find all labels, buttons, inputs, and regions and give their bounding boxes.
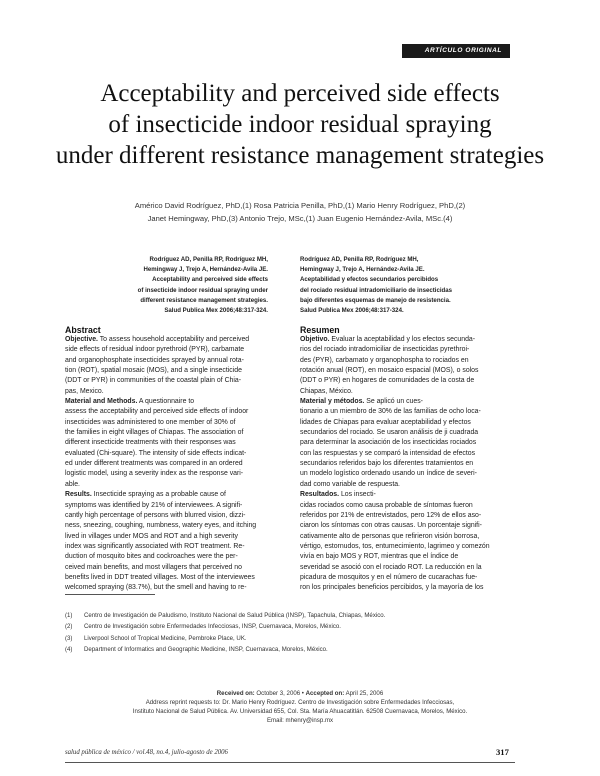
footnote-text: Centro de Investigación sobre Enfermedades Infecciosas, INSP, Cuernavaca, Morelos, México. (84, 623, 341, 631)
resumen-text: con las respuestas y se comparó la intensidad de efectos (300, 449, 476, 457)
abstract-text: symptoms was identified by 21% of interviewees. A signifi- (65, 501, 243, 509)
abstract-line (65, 583, 295, 593)
abstract-line (65, 490, 295, 500)
resumen-text: Chiapas, México. (300, 387, 353, 395)
received-line (90, 690, 510, 699)
abstract-text: ceived main benefits, and most villagers that perceived no (65, 563, 242, 571)
abstract-text: the families in eight villages of Chiapas. The association of (65, 429, 244, 437)
section-badge: ARTÍCULO ORIGINAL (402, 44, 510, 58)
resumen-line (300, 366, 530, 376)
footnote-item (65, 644, 535, 655)
abstract-line (65, 428, 295, 438)
footnote-item (65, 633, 535, 644)
citation-line: Rodríguez AD, Penilla RP, Rodríguez MH, (149, 256, 268, 263)
citation-spanish (300, 255, 528, 316)
resumen-line (300, 438, 530, 448)
abstract-heading: Abstract (65, 325, 101, 335)
abstract-line (65, 552, 295, 562)
resumen-text: vértigo, estornudos, tos, entumecimiento, lagrimeo y comezón (300, 542, 490, 550)
abstract-text: duction of mosquito bites and cockroaches were the per- (65, 553, 238, 561)
abstract-line (65, 480, 295, 490)
resumen-text: cativamente alto de personas que refirieron visión borrosa, (300, 532, 480, 540)
resumen-line (300, 387, 530, 397)
resumen-text: (DDT o PYR) en hogares de comunidades de la costa de (300, 377, 475, 385)
abstract-line (65, 397, 295, 407)
resumen-text: picadura de mosquitos y en el número de cucarachas fue- (300, 573, 478, 581)
abstract-line (65, 501, 295, 511)
citation-line: bajo diferentes esquemas de manejo de resistencia. (300, 296, 451, 304)
citation-line: del rociado residual intradomiciliario de insecticidas (300, 286, 453, 294)
resumen-text: rotación anual (ROT), en mosaico espacial (MOS), o solos (300, 367, 479, 375)
resumen-text: tionario a un miembro de 30% de las familias de ocho loca- (300, 408, 481, 416)
resumen-text: Los insecti- (339, 491, 376, 499)
resumen-text: severidad se asoció con el rociado ROT. La reducción en la (300, 563, 482, 571)
footnote-item (65, 621, 535, 632)
resumen-text: Se aplicó un cues- (364, 398, 423, 406)
footnote-divider (65, 594, 155, 595)
abstract-line (65, 376, 295, 386)
resumen-line (300, 532, 530, 542)
abstract-text: different insecticide treatments with their responses was (65, 439, 236, 447)
footnote-number: (2) (65, 623, 73, 631)
resumen-text: des (PYR), carbamato y organophospha to rociados en (300, 356, 469, 364)
resumen-line (300, 552, 530, 562)
abstract-label: Results. (65, 491, 92, 499)
title-line: under different resistance management strategies (55, 142, 545, 169)
resumen-line (300, 480, 530, 490)
author-list (60, 199, 540, 225)
abstract-text: insecticides was administered to one member of 30% of (65, 418, 236, 426)
received-block (90, 690, 510, 726)
citation-english (38, 255, 268, 316)
resumen-text: lidades de Chiapas para evaluar aceptabilidad y efectos (300, 418, 471, 426)
page-number: 317 (496, 747, 509, 757)
resumen-line (300, 573, 530, 583)
abstract-text: ed under different treatments was compared in an ordered (65, 460, 243, 468)
abstract-body (65, 335, 295, 594)
address-line: Instituto Nacional de Salud Pública. Av. Universidad 655, Col. Sta. María Ahuacatitlán. 62508 Cuernavaca, Morelos, México. (132, 707, 468, 715)
citation-line: Acceptability and perceived side effects (152, 276, 268, 284)
abstract-text: cantly high percentage of persons with blurred vision, dizzi- (65, 511, 246, 519)
abstract-line (65, 438, 295, 448)
abstract-line (65, 366, 295, 376)
abstract-line (65, 573, 295, 583)
resumen-line (300, 376, 530, 386)
resumen-line (300, 459, 530, 469)
resumen-text: cidas rociados como causa probable de síntomas fueron (300, 501, 473, 509)
abstract-text: welcomed spraying (83.7%), but the smell and having to re- (65, 584, 247, 592)
abstract-label: Objective. (65, 336, 98, 343)
resumen-line (300, 501, 530, 511)
citation-line: of insecticide indoor residual spraying under (137, 286, 268, 294)
citation-line: Hemingway J, Trejo A, Hernández-Avila JE. (300, 266, 425, 274)
footnote-item (65, 610, 535, 621)
received-label: Received on: (216, 690, 255, 697)
footnote-text: Department of Informatics and Geographic Medicine, INSP, Cuernavaca, Morelos, México. (84, 645, 328, 653)
citation-line: Salud Publica Mex 2006;48:317-324. (300, 307, 404, 315)
journal-footer: salud pública de méxico / vol.48, no.4, julio-agosto de 2006 (65, 749, 228, 756)
resumen-line (300, 345, 530, 355)
footnote-text: Liverpool School of Tropical Medicine, Pembroke Place, UK. (84, 634, 247, 642)
abstract-line (65, 542, 295, 552)
citation-line: Aceptabilidad y efectos secundarios percibidos (300, 276, 439, 284)
footnote-number: (4) (65, 645, 73, 653)
resumen-text: Evaluar la aceptabilidad y los efectos secunda- (329, 336, 476, 343)
abstract-text: A questionnaire to (137, 398, 195, 406)
address-line: Address reprint requests to: Dr. Mario Henry Rodríguez. Centro de Investigación sobre Enfermedades Infecciosas, (145, 698, 455, 706)
resumen-text: para determinar la asociación de los insecticidas rociados (300, 439, 477, 447)
abstract-line (65, 449, 295, 459)
abstract-text: To assess household acceptability and perceived (97, 336, 250, 343)
abstract-text: evaluated (Chi-square). The intensity of side effects indicat- (65, 449, 247, 457)
resumen-line (300, 511, 530, 521)
abstract-line (65, 469, 295, 479)
abstract-line (65, 387, 295, 397)
email-line: Email: mhenry@insp.mx (266, 716, 334, 724)
abstract-label: Material and Methods. (65, 398, 138, 406)
resumen-text: un modelo logístico ordenado usando un índice de severi- (300, 470, 477, 478)
resumen-label: Objetivo. (300, 336, 330, 343)
abstract-line (65, 563, 295, 573)
abstract-text: benefits lived in DDT treated villages. Most of the interviewees (65, 573, 255, 581)
footnotes (65, 610, 535, 655)
footnote-text: Centro de Investigación de Paludismo, Instituto Nacional de Salud Pública (INSP), Tapachula, Chiapas, México. (84, 612, 386, 619)
received-date: October 3, 2006 • (254, 690, 306, 697)
resumen-line (300, 542, 530, 552)
title-line: Acceptability and perceived side effects (100, 80, 500, 107)
abstract-line (65, 407, 295, 417)
resumen-line (300, 521, 530, 531)
resumen-line (300, 407, 530, 417)
resumen-body (300, 335, 530, 594)
resumen-text: rios del rociado intradomiciliar de insecticidas pyrethroi- (300, 346, 470, 354)
resumen-text: ciaron los síntomas con otras causas. Un porcentaje signifi- (300, 522, 482, 530)
abstract-text: pas, Mexico. (65, 387, 104, 395)
citation-line: Hemingway J, Trejo A, Hernández-Avila JE. (143, 266, 268, 274)
resumen-line (300, 563, 530, 573)
abstract-text: ness, sneezing, coughing, numbness, watery eyes, and itching (65, 522, 257, 530)
abstract-text: and organophosphate insecticides sprayed by annual rota- (65, 356, 244, 364)
abstract-line (65, 511, 295, 521)
abstract-text: able. (65, 480, 80, 488)
citation-line: Rodríguez AD, Penilla RP, Rodríguez MH, (300, 256, 419, 263)
resumen-line (300, 356, 530, 366)
resumen-text: ron los principales beneficios percibidos, y la mayoría de los (300, 584, 484, 592)
resumen-text: secundarios del rociado. Se usaron análisis de ji cuadrada (300, 429, 479, 437)
abstract-line (65, 459, 295, 469)
accepted-date: April 25, 2006 (344, 690, 384, 697)
citation-line: Salud Publica Mex 2006;48:317-324. (164, 307, 268, 315)
abstract-text: index was significantly associated with ROT treatment. Re- (65, 542, 245, 550)
abstract-text: tion (ROT), spatial mosaic (MOS), and a single insecticide (65, 367, 242, 375)
resumen-line (300, 335, 530, 345)
resumen-line (300, 469, 530, 479)
abstract-line (65, 335, 295, 345)
abstract-text: assess the acceptability and perceived side effects of indoor (65, 408, 249, 416)
footer-divider (65, 762, 515, 763)
author-line: Américo David Rodríguez, PhD,(1) Rosa Patricia Penilla, PhD,(1) Mario Henry Rodríguez, PhD,(2) (134, 201, 466, 210)
resumen-heading: Resumen (300, 325, 340, 335)
abstract-text: side effects of residual indoor pyrethroid (PYR), carbamate (65, 346, 245, 354)
abstract-line (65, 521, 295, 531)
accepted-label: Accepted on: (305, 690, 345, 697)
resumen-text: secundarios referidos bajo los diferentes tratamientos en (300, 460, 474, 468)
footnote-number: (3) (65, 634, 73, 642)
resumen-line (300, 428, 530, 438)
article-title (40, 78, 560, 171)
abstract-text: lived in villages under MOS and ROT and a high severity (65, 532, 238, 540)
abstract-line (65, 532, 295, 542)
abstract-text: Insecticide spraying as a probable cause of (91, 491, 226, 499)
resumen-line (300, 490, 530, 500)
citation-line: different resistance management strategies. (140, 296, 268, 304)
footnote-number: (1) (65, 612, 73, 619)
abstract-line (65, 418, 295, 428)
resumen-line (300, 583, 530, 593)
resumen-line (300, 418, 530, 428)
resumen-text: referidos por 21% de entrevistados, pero 12% de ellos aso- (300, 511, 482, 519)
resumen-text: vivía en bajo MOS y ROT, mientras que el índice de (300, 553, 459, 561)
abstract-line (65, 345, 295, 355)
resumen-text: dad como variable de respuesta. (300, 480, 400, 488)
author-line: Janet Hemingway, PhD,(3) Antonio Trejo, MSc,(1) Juan Eugenio Hernández-Avila, MSc.(4) (147, 214, 453, 223)
resumen-line (300, 397, 530, 407)
resumen-line (300, 449, 530, 459)
abstract-text: (DDT or PYR) in communities of the coastal plain of Chia- (65, 377, 242, 385)
abstract-line (65, 356, 295, 366)
title-line: of insecticide indoor residual spraying (108, 111, 492, 138)
abstract-text: logistic model, using a severity index as the response vari- (65, 470, 244, 478)
resumen-label: Material y métodos. (300, 398, 365, 406)
resumen-label: Resultados. (300, 491, 340, 499)
